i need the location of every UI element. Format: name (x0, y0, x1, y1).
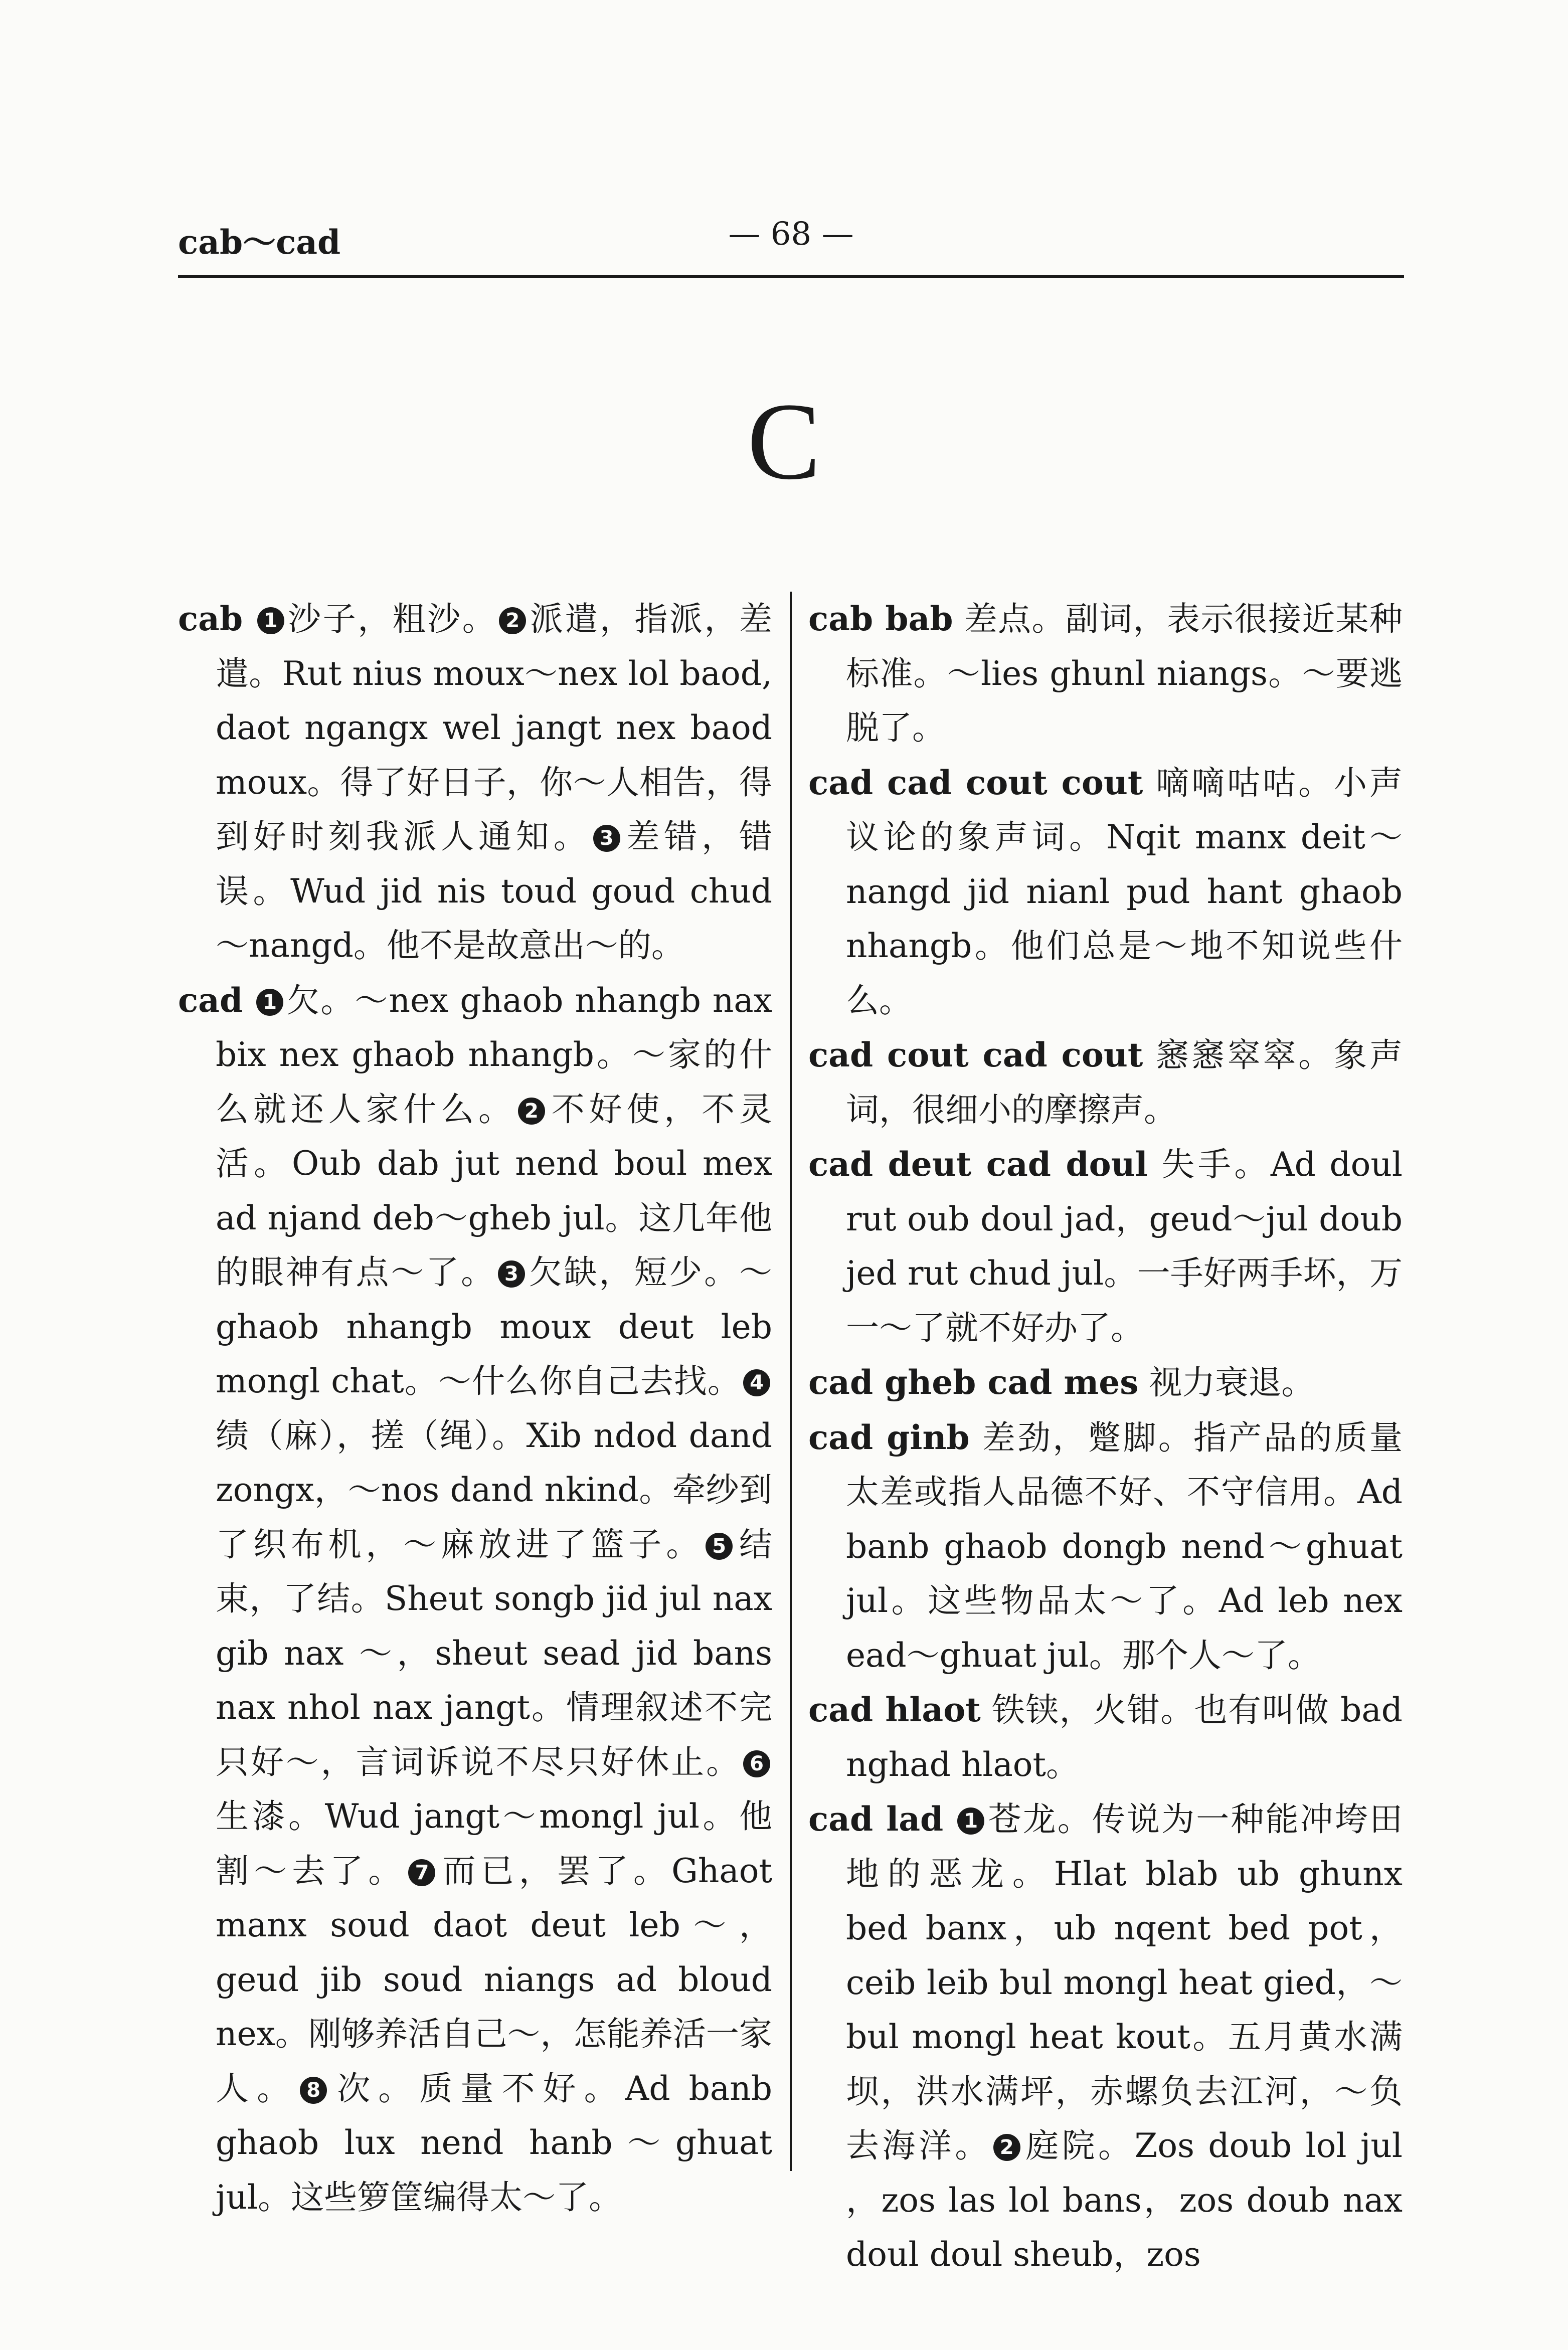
running-header (178, 216, 1404, 271)
entry-cad-lad (808, 1792, 1403, 2282)
sense-number-icon: 1 (257, 607, 284, 634)
column-divider (790, 592, 792, 2171)
sense-number-icon: 4 (743, 1369, 770, 1396)
sense-text: 结束，了结。Sheut songb jid jul nax gib nax ～，sheut sead jid bans nax nhol nax jangt。情理叙述不完只好～，言词诉说不尽只好休止。 (216, 1525, 773, 1781)
sense-number-icon: 1 (957, 1807, 984, 1835)
sense-number-icon: 2 (993, 2134, 1020, 2161)
sense-text: 不好使，不灵活。Oub dab jut nend boul mex ad njand deb～gheb jul。这几年他的眼神有点～了。 (216, 1090, 773, 1292)
headword: cad cad cout cout (808, 763, 1143, 802)
entry-cad-gheb-cad-mes (808, 1355, 1403, 1410)
headword: cad deut cad doul (808, 1145, 1148, 1184)
headword: cad (178, 980, 243, 1020)
sense-text: 差错，错误。Wud jid nis toud goud chud～nangd。他不是故意出～的。 (216, 817, 773, 965)
entry-cad-cad-cout-cout (808, 756, 1403, 1028)
sense-text: 生漆。Wud jangt～mongl jul。他割～去了。 (216, 1797, 772, 1890)
entry-cad (178, 973, 772, 2225)
entry-cad-deut-cad-doul (808, 1137, 1403, 1355)
headword: cad hlaot (808, 1690, 981, 1729)
headword: cad gheb cad mes (808, 1363, 1139, 1402)
headword: cad lad (808, 1799, 944, 1839)
sense-number-icon: 1 (256, 989, 283, 1016)
entry-cad-cout-cad-cout (808, 1028, 1403, 1137)
entry-text: 差劲，蹩脚。指产品的质量太差或指人品德不好、不守信用。Ad banb ghaob dongb nend～ghuat jul。这些物品太～了。Ad leb nex ead～ghuat jul。那个人～了。 (846, 1418, 1403, 1675)
entry-cab (178, 592, 772, 973)
entry-cad-ginb (808, 1410, 1403, 1683)
entry-text: 铁铗，火钳。也有叫做 bad nghad hlaot。 (846, 1691, 1403, 1784)
entry-text: 嘀嘀咕咕。小声议论的象声词。Nqit manx deit～nangd jid nianl pud hant ghaob nhangb。他们总是～地不知说些什么。 (846, 763, 1403, 1020)
headword: cad ginb (808, 1417, 970, 1457)
entry-text: 差点。副词，表示很接近某种标准。～lies ghunl niangs。～要逃脱了。 (846, 600, 1403, 747)
sense-text: 庭院。Zos doub lol jul ，zos las lol bans，zos doub nax doul doul sheub，zos (846, 2126, 1403, 2274)
header-rule (178, 275, 1404, 278)
sense-number-icon: 3 (593, 825, 620, 852)
sense-number-icon: 6 (743, 1750, 770, 1777)
entry-cad-hlaot (808, 1683, 1403, 1792)
sense-text: 次。质量不好。Ad banb ghaob lux nend hanb～ghuat jul。这些箩筐编得太～了。 (216, 2069, 772, 2217)
sense-text: 欠缺，短少。～ghaob nhangb moux deut leb mongl chat。～什么你自己去找。 (216, 1253, 773, 1400)
left-column (178, 592, 772, 2225)
sense-number-icon: 2 (518, 1098, 545, 1125)
headword: cab bab (808, 599, 953, 638)
headword: cab (178, 599, 243, 638)
entry-text: 失手。Ad doul rut oub doul jad，geud～jul doub jed rut chud jul。一手好两手坏，万一～了就不好办了。 (846, 1145, 1403, 1347)
sense-text: 沙子，粗沙。 (286, 600, 497, 638)
entry-text: 视力衰退。 (1149, 1363, 1315, 1402)
sense-number-icon: 5 (706, 1533, 733, 1560)
sense-text: 欠。～nex ghaob nhangb nax bix nex ghaob nhangb。～家的什么就还人家什么。 (216, 981, 772, 1129)
headword: cad cout cad cout (808, 1035, 1143, 1074)
sense-number-icon: 7 (408, 1859, 435, 1886)
sense-number-icon: 8 (300, 2077, 327, 2104)
right-column (808, 592, 1403, 2282)
sense-text: 苍龙。传说为一种能冲垮田地的恶龙。Hlat blab ub ghunx bed banx，ub nqent bed pot，ceib leib bul mongl heat gied，～bul mongl heat kout。五月黄水满坝，洪水满坪，赤螺负去江河，～负去海洋。 (846, 1800, 1403, 2165)
sense-text: 而已，罢了。Ghaot manx soud daot deut leb～，geud jib soud niangs ad bloud nex。刚够养活自己～，怎能养活一家人。 (216, 1851, 772, 2108)
sense-text: 绩（麻），搓（绳）。Xib ndod dand zongx，～nos dand nkind。牵纱到了织布机，～麻放进了篮子。 (216, 1416, 772, 1564)
guide-words: cab～cad (178, 223, 341, 262)
sense-number-icon: 2 (499, 607, 526, 634)
sense-text: 派遣，指派，差遣。Rut nius moux～nex lol baod, daot ngangx wel jangt nex baod moux。得了好日子，你～人相告，得到好时刻我派人通知。 (216, 600, 773, 856)
entry-cab-bab (808, 592, 1403, 756)
entry-text: 窸窸窣窣。象声词，很细小的摩擦声。 (846, 1036, 1403, 1129)
sense-number-icon: 3 (498, 1260, 525, 1288)
page-number: — 68 — (728, 216, 854, 253)
section-letter: C (747, 380, 821, 502)
